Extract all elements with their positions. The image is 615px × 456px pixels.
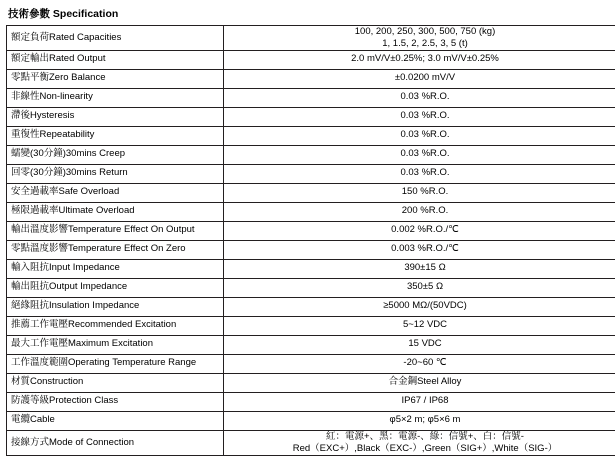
row-label: 重復性Repeatability	[7, 126, 224, 145]
row-label: 最大工作電壓Maximum Excitation	[7, 335, 224, 354]
table-row	[7, 26, 615, 51]
row-label: 非線性Non-linearity	[7, 88, 224, 107]
row-value: 0.003 %R.O./℃	[224, 240, 615, 259]
row-value: 390±15 Ω	[224, 259, 615, 278]
row-value: 0.002 %R.O./℃	[224, 221, 615, 240]
row-value	[224, 430, 615, 455]
row-value: 0.03 %R.O.	[224, 164, 615, 183]
table-row	[7, 259, 615, 278]
row-label: 輸出阻抗Output Impedance	[7, 278, 224, 297]
row-value: 15 VDC	[224, 335, 615, 354]
row-value-line: 紅：電源+、黑：電源-、綠：信號+、白：信號-	[228, 431, 615, 443]
table-row	[7, 354, 615, 373]
page-title: 技術參數 Specification	[4, 4, 611, 25]
row-label: 絕緣阻抗Insulation Impedance	[7, 297, 224, 316]
row-value: 0.03 %R.O.	[224, 126, 615, 145]
row-value-line: 1, 1.5, 2, 2.5, 3, 5 (t)	[228, 38, 615, 50]
table-row	[7, 183, 615, 202]
table-row	[7, 107, 615, 126]
row-value: 合金鋼Steel Alloy	[224, 373, 615, 392]
row-label: 安全過載率Safe Overload	[7, 183, 224, 202]
row-value: 0.03 %R.O.	[224, 145, 615, 164]
row-value: IP67 / IP68	[224, 392, 615, 411]
table-row	[7, 316, 615, 335]
row-value-line: 100, 200, 250, 300, 500, 750 (kg)	[228, 26, 615, 38]
row-label: 額定輸出Rated Output	[7, 50, 224, 69]
row-value: 0.03 %R.O.	[224, 107, 615, 126]
row-value: 2.0 mV/V±0.25%; 3.0 mV/V±0.25%	[224, 50, 615, 69]
table-row	[7, 69, 615, 88]
row-label: 輸入阻抗Input Impedance	[7, 259, 224, 278]
row-value: 350±5 Ω	[224, 278, 615, 297]
row-value: ±0.0200 mV/V	[224, 69, 615, 88]
table-row	[7, 392, 615, 411]
row-label: 接線方式Mode of Connection	[7, 430, 224, 455]
table-row	[7, 297, 615, 316]
specification-table-body	[7, 26, 615, 456]
row-label: 回零(30分鐘)30mins Return	[7, 164, 224, 183]
table-row	[7, 145, 615, 164]
row-value: -20~60 ℃	[224, 354, 615, 373]
table-row	[7, 88, 615, 107]
table-row	[7, 221, 615, 240]
row-value: φ5×2 m; φ5×6 m	[224, 411, 615, 430]
row-label: 額定負荷Rated Capacities	[7, 26, 224, 51]
table-row	[7, 164, 615, 183]
row-value: 0.03 %R.O.	[224, 88, 615, 107]
row-label: 零點溫度影響Temperature Effect On Zero	[7, 240, 224, 259]
table-row	[7, 240, 615, 259]
row-label: 零點平衡Zero Balance	[7, 69, 224, 88]
row-label: 極限過載率Ultimate Overload	[7, 202, 224, 221]
specification-table	[6, 25, 615, 456]
table-row	[7, 335, 615, 354]
row-label: 材質Construction	[7, 373, 224, 392]
row-value: 5~12 VDC	[224, 316, 615, 335]
row-value-line: Red（EXC+）,Black（EXC-）,Green（SIG+）,White（SIG-）	[228, 443, 615, 455]
row-label: 防護等級Protection Class	[7, 392, 224, 411]
row-label: 輸出溫度影響Temperature Effect On Output	[7, 221, 224, 240]
row-value: ≥5000 MΩ/(50VDC)	[224, 297, 615, 316]
table-row	[7, 126, 615, 145]
row-label: 蠕變(30分鐘)30mins Creep	[7, 145, 224, 164]
row-label: 滯後Hysteresis	[7, 107, 224, 126]
row-value: 200 %R.O.	[224, 202, 615, 221]
table-row	[7, 278, 615, 297]
table-row	[7, 202, 615, 221]
table-row	[7, 50, 615, 69]
row-label: 工作溫度範圍Operating Temperature Range	[7, 354, 224, 373]
table-row	[7, 373, 615, 392]
row-value: 150 %R.O.	[224, 183, 615, 202]
table-row	[7, 411, 615, 430]
row-label: 電纜Cable	[7, 411, 224, 430]
row-label: 推薦工作電壓Recommended Excitation	[7, 316, 224, 335]
table-row	[7, 430, 615, 455]
row-value	[224, 26, 615, 51]
